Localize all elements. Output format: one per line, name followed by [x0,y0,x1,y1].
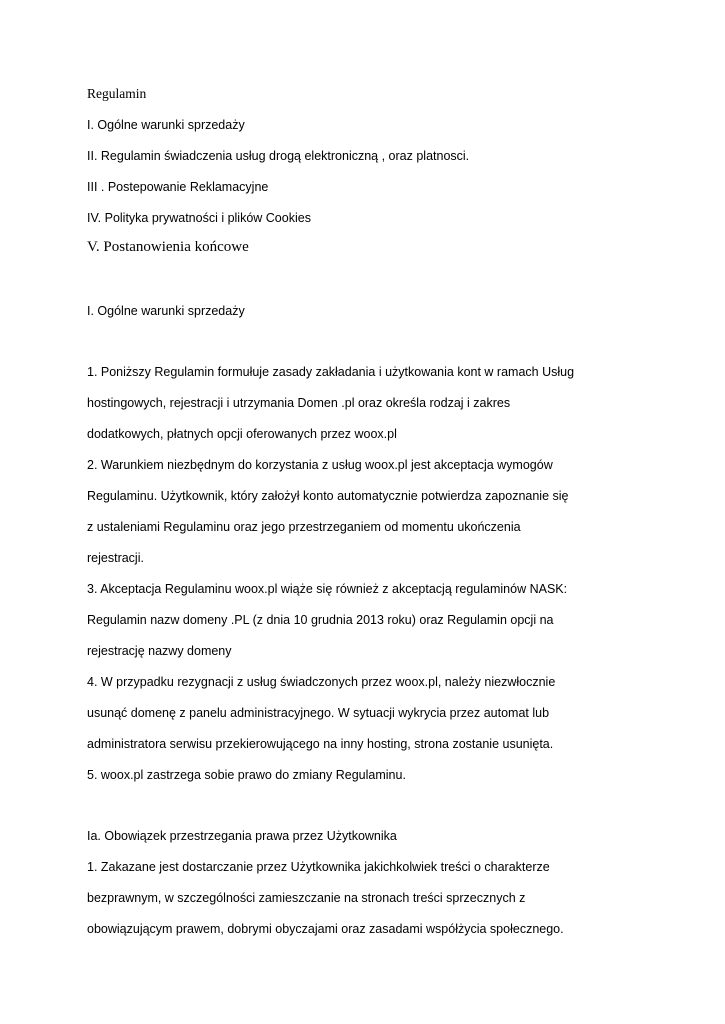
section-1-line: 2. Warunkiem niezbędnym do korzystania z usług woox.pl jest akceptacja wymogów [87,458,553,472]
section-1-line: 3. Akceptacja Regulaminu woox.pl wiąże się również z akceptacją regulaminów NASK: [87,582,568,596]
section-1-line: usunąć domenę z panelu administracyjnego. W sytuacji wykrycia przez automat lub [87,706,550,720]
section-1-line: Regulaminu. Użytkownik, który założył konto automatycznie potwierdza zapoznanie się [87,489,569,503]
section-1a-heading: Ia. Obowiązek przestrzegania prawa przez Użytkownika [87,829,397,843]
toc-item-4: IV. Polityka prywatności i plików Cookies [87,211,311,225]
section-1-line: 5. woox.pl zastrzega sobie prawo do zmiany Regulaminu. [87,768,406,782]
section-1-line: hostingowych, rejestracji i utrzymania Domen .pl oraz określa rodzaj i zakres [87,396,511,410]
section-1-heading: I. Ogólne warunki sprzedaży [87,304,245,318]
section-1-line: rejestrację nazwy domeny [87,644,232,658]
section-1-line: z ustaleniami Regulaminu oraz jego przestrzeganiem od momentu ukończenia [87,520,521,534]
section-1-line: 1. Poniższy Regulamin formułuje zasady zakładania i użytkowania kont w ramach Usług [87,365,575,379]
section-1a-line: bezprawnym, w szczególności zamieszczanie na stronach treści sprzecznych z [87,891,526,905]
section-1-line: administratora serwisu przekierowującego na inny hosting, strona zostanie usunięta. [87,737,554,751]
toc-item-5: V. Postanowienia końcowe [87,239,249,255]
section-1-line: Regulamin nazw domeny .PL (z dnia 10 grudnia 2013 roku) oraz Regulamin opcji na [87,613,554,627]
section-1a-line: obowiązującym prawem, dobrymi obyczajami oraz zasadami współżycia społecznego. [87,922,564,936]
toc-item-1: I. Ogólne warunki sprzedaży [87,118,245,132]
toc-item-2: II. Regulamin świadczenia usług drogą elektroniczną , oraz platnosci. [87,149,470,163]
section-1-line: dodatkowych, płatnych opcji oferowanych przez woox.pl [87,427,397,441]
section-1-line: rejestracji. [87,551,144,565]
section-1a-line: 1. Zakazane jest dostarczanie przez Użytkownika jakichkolwiek treści o charakterze [87,860,550,874]
toc-item-3: III . Postepowanie Reklamacyjne [87,180,269,194]
document-title: Regulamin [87,86,147,101]
section-1-line: 4. W przypadku rezygnacji z usług świadczonych przez woox.pl, należy niezwłocznie [87,675,556,689]
